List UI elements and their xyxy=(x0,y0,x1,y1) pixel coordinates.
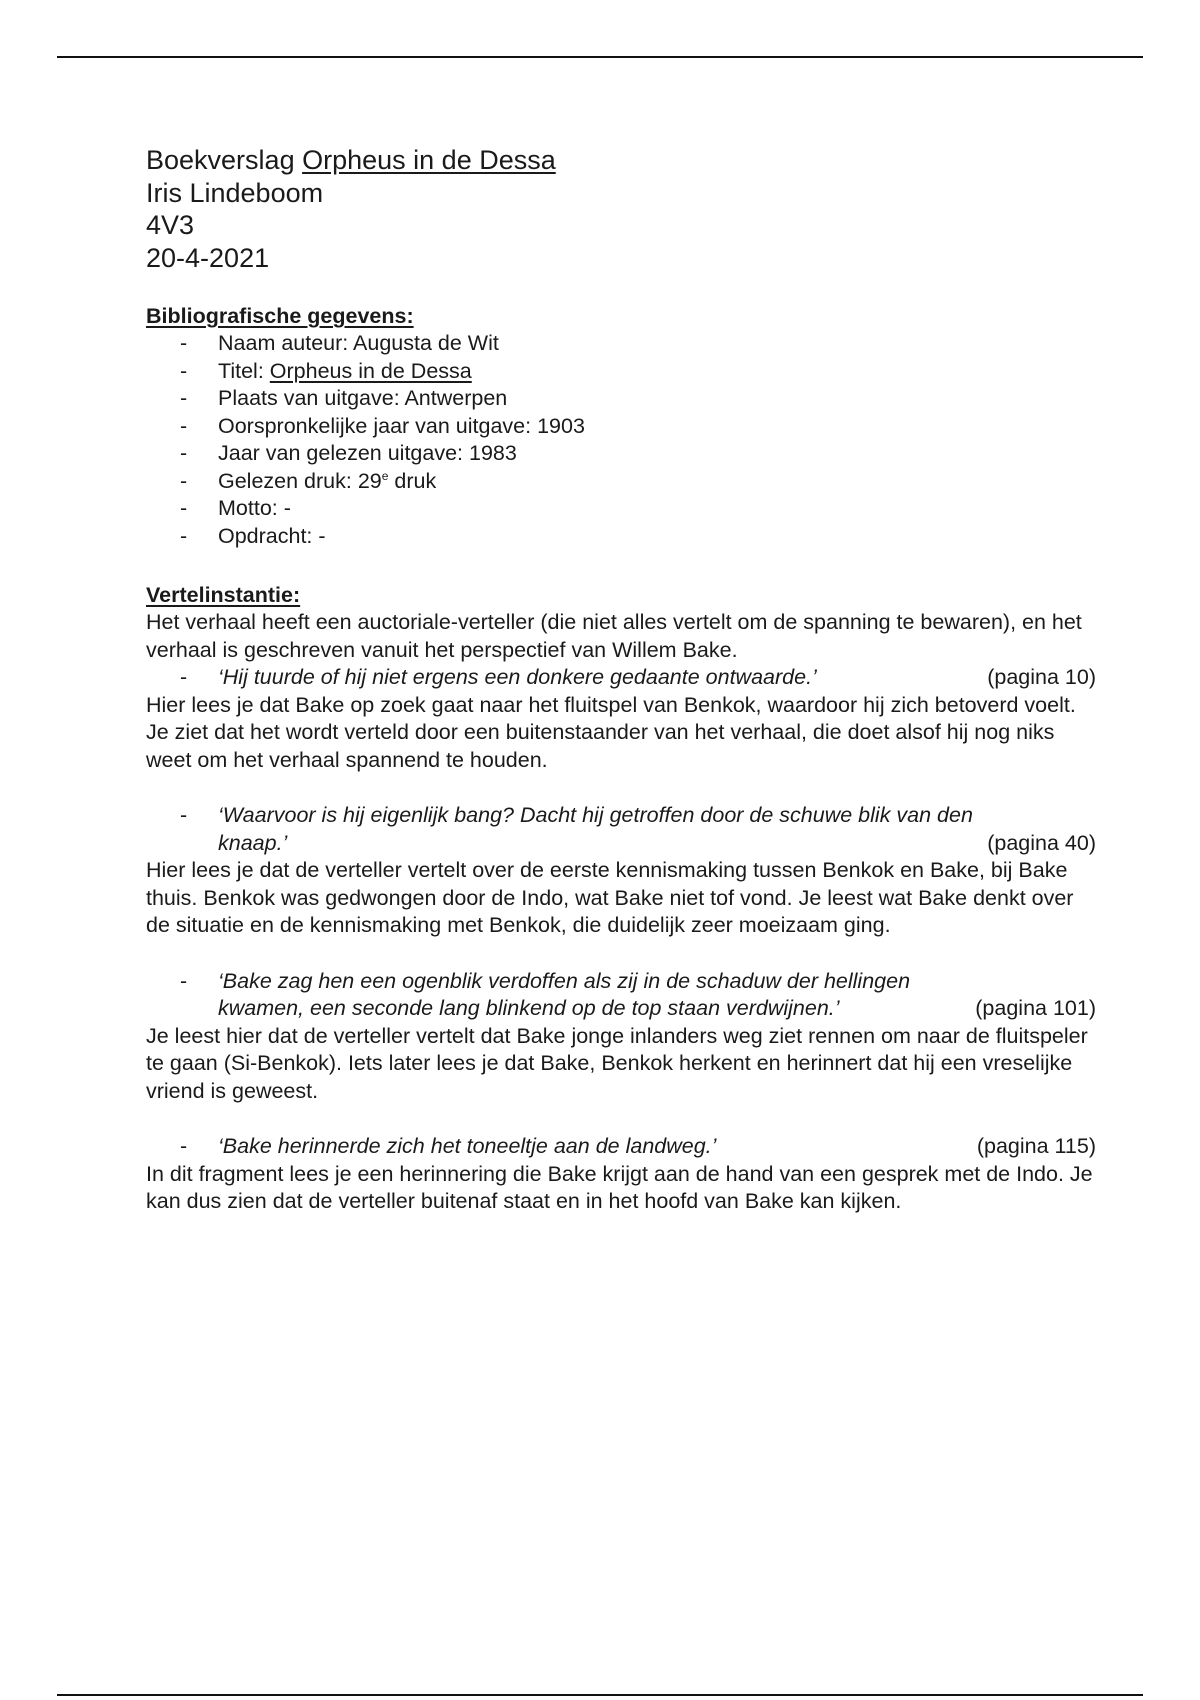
quote-fragment-4: - ‘Bake herinnerde zich het toneeltje aan de landweg.’ (pagina 115) xyxy=(146,1133,1096,1161)
list-item: - Plaats van uitgave: Antwerpen xyxy=(180,386,508,410)
narration-intro: Het verhaal heeft een auctoriale-verteller (die niet alles vertelt om de spanning te bewaren), en het verhaal is geschreven vanuit het perspectief van Willem Bake. xyxy=(146,610,1082,662)
quote-fragment-2: - ‘Waarvoor is hij eigenlijk bang? Dacht hij getroffen door de schuwe blik van den knaap.’ (pagina 40) xyxy=(146,802,1096,857)
student-name: Iris Lindeboom xyxy=(146,177,324,208)
fragment-explanation-2: Hier lees je dat de verteller vertelt over de eerste kennismaking tussen Benkok en Bake, bij Bake thuis. Benkok was gedwongen door de Indo, wat Bake niet tof vond. Je leest wat Bake denkt over de situatie en de kennismaking met Benkok, die duidelijk zeer moeizaam ging. xyxy=(146,858,1074,937)
list-item: - Titel: Orpheus in de Dessa xyxy=(180,358,472,383)
fragment-explanation-1: Hier lees je dat Bake op zoek gaat naar het fluitspel van Benkok, waardoor hij zich betoverd voelt. Je ziet dat het wordt verteld door een buitenstaander van het verhaal, die doet alsof hij nog niks weet om het verhaal spannend te houden. xyxy=(146,692,1076,772)
book-title: Orpheus in de Dessa xyxy=(302,145,556,175)
list-item: - Motto: - xyxy=(180,496,291,520)
page-reference: (pagina 101) xyxy=(975,996,1096,1020)
report-header xyxy=(146,144,1096,274)
list-item: - Opdracht: - xyxy=(180,523,326,548)
class-code: 4V3 xyxy=(146,210,195,240)
quote-fragment-1: - ‘Hij tuurde of hij niet ergens een donkere gedaante ontwaarde.’ (pagina 10) xyxy=(146,664,1096,692)
bibliography-list xyxy=(146,330,1096,550)
fragment-explanation-4: In dit fragment lees je een herinnering die Bake krijgt aan de hand van een gesprek met de Indo. Je kan dus zien dat de verteller buitenaf staat en in het hoofd van Bake kan kijken. xyxy=(146,1161,1093,1213)
fragment-explanation-3: Je leest hier dat de verteller vertelt dat Bake jonge inlanders weg ziet rennen om naar de fluitspeler te gaan (Si-Benkok). Iets later lees je dat Bake, Benkok herkent en herinnert dat hij een vreselijke vriend is geweest. xyxy=(146,1023,1088,1103)
report-date: 20-4-2021 xyxy=(146,242,270,273)
bibliography-heading: Bibliografische gegevens: xyxy=(146,304,414,328)
document-page xyxy=(146,144,1096,1216)
page-reference: (pagina 40) xyxy=(987,830,1096,855)
list-item: - Gelezen druk: 29e druk xyxy=(180,468,437,493)
page-reference: (pagina 10) xyxy=(987,665,1096,689)
report-title: Boekverslag Orpheus in de Dessa xyxy=(146,145,556,175)
bottom-rule xyxy=(57,1694,1143,1696)
top-rule xyxy=(57,56,1143,58)
list-item: - Jaar van gelezen uitgave: 1983 xyxy=(180,441,517,465)
page-reference: (pagina 115) xyxy=(976,1134,1096,1158)
quote-fragment-3: - ‘Bake zag hen een ogenblik verdoffen als zij in de schaduw der hellingen kwamen, een seconde lang blinkend op de top staan verdwijnen.’ (pagina 101) xyxy=(146,968,1096,1023)
narration-heading: Vertelinstantie: xyxy=(146,583,301,607)
list-item: - Oorspronkelijke jaar van uitgave: 1903 xyxy=(180,413,585,438)
list-item: - Naam auteur: Augusta de Wit xyxy=(180,331,499,355)
